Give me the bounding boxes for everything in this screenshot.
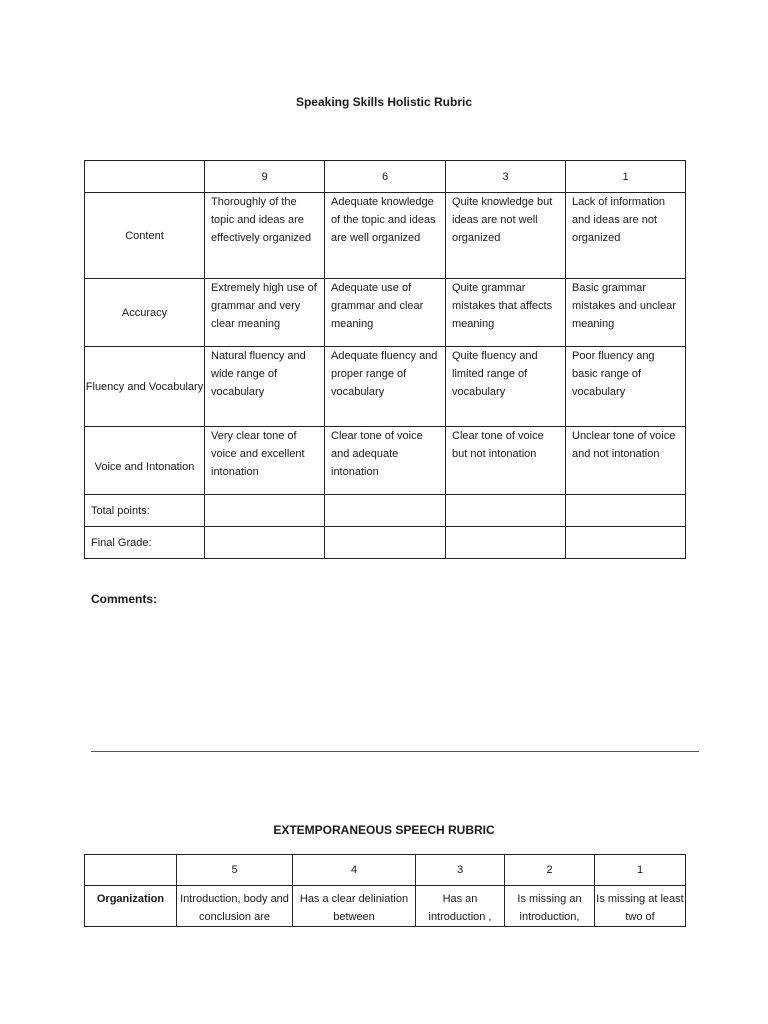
total-points-row (85, 495, 686, 527)
criterion-cell: Quite grammar mistakes that affects meaning (446, 279, 566, 347)
table-header-row (85, 161, 686, 193)
category-label: Accuracy (85, 279, 205, 347)
score-header: 3 (446, 161, 566, 193)
criterion-cell: Has a clear deliniation between (293, 886, 416, 927)
speech-rubric-title: EXTEMPORANEOUS SPEECH RUBRIC (273, 823, 495, 837)
criterion-cell: Clear tone of voice but not intonation (446, 427, 566, 495)
rubric-title: Speaking Skills Holistic Rubric (295, 95, 473, 109)
table-header-row (85, 855, 686, 886)
score-header: 5 (177, 855, 293, 886)
final-grade-label: Final Grade: (85, 527, 205, 559)
score-header: 2 (505, 855, 595, 886)
criterion-cell: Thoroughly of the topic and ideas are effectively organized (205, 193, 325, 279)
score-header: 3 (416, 855, 505, 886)
score-header: 1 (595, 855, 686, 886)
table-row (85, 427, 686, 495)
total-points-cell (205, 495, 325, 527)
header-corner-cell (85, 161, 205, 193)
comments-label: Comments: (91, 592, 158, 606)
criterion-cell: Quite fluency and limited range of vocabulary (446, 347, 566, 427)
criterion-cell: Clear tone of voice and adequate intonation (325, 427, 446, 495)
total-points-label: Total points: (85, 495, 205, 527)
final-grade-row (85, 527, 686, 559)
final-grade-cell (325, 527, 446, 559)
table-row (85, 886, 686, 927)
criterion-cell: Natural fluency and wide range of vocabulary (205, 347, 325, 427)
criterion-cell: Adequate use of grammar and clear meaning (325, 279, 446, 347)
category-label: Content (85, 193, 205, 279)
criterion-cell: Is missing at least two of (595, 886, 686, 927)
header-corner-cell (85, 855, 177, 886)
speech-rubric-table (84, 854, 686, 927)
criterion-cell: Poor fluency ang basic range of vocabulary (566, 347, 686, 427)
criterion-cell: Introduction, body and conclusion are (177, 886, 293, 927)
criterion-cell: Basic grammar mistakes and unclear meaning (566, 279, 686, 347)
score-header: 9 (205, 161, 325, 193)
table-row (85, 279, 686, 347)
criterion-cell: Adequate knowledge of the topic and ideas are well organized (325, 193, 446, 279)
score-header: 1 (566, 161, 686, 193)
criterion-cell: Has an introduction , (416, 886, 505, 927)
final-grade-cell (446, 527, 566, 559)
criterion-cell: Lack of information and ideas are not organized (566, 193, 686, 279)
criterion-cell: Quite knowledge but ideas are not well organized (446, 193, 566, 279)
category-label: Fluency and Vocabulary (85, 347, 205, 427)
total-points-cell (446, 495, 566, 527)
speaking-rubric-table (84, 160, 686, 559)
criterion-cell: Unclear tone of voice and not intonation (566, 427, 686, 495)
final-grade-cell (566, 527, 686, 559)
score-header: 4 (293, 855, 416, 886)
criterion-cell: Is missing an introduction, (505, 886, 595, 927)
table-row (85, 347, 686, 427)
total-points-cell (325, 495, 446, 527)
divider-line (91, 751, 699, 752)
final-grade-cell (205, 527, 325, 559)
criterion-cell: Extremely high use of grammar and very clear meaning (205, 279, 325, 347)
total-points-cell (566, 495, 686, 527)
table-row (85, 193, 686, 279)
category-label: Organization (85, 886, 177, 927)
criterion-cell: Adequate fluency and proper range of vocabulary (325, 347, 446, 427)
score-header: 6 (325, 161, 446, 193)
criterion-cell: Very clear tone of voice and excellent intonation (205, 427, 325, 495)
category-label: Voice and Intonation (85, 427, 205, 495)
